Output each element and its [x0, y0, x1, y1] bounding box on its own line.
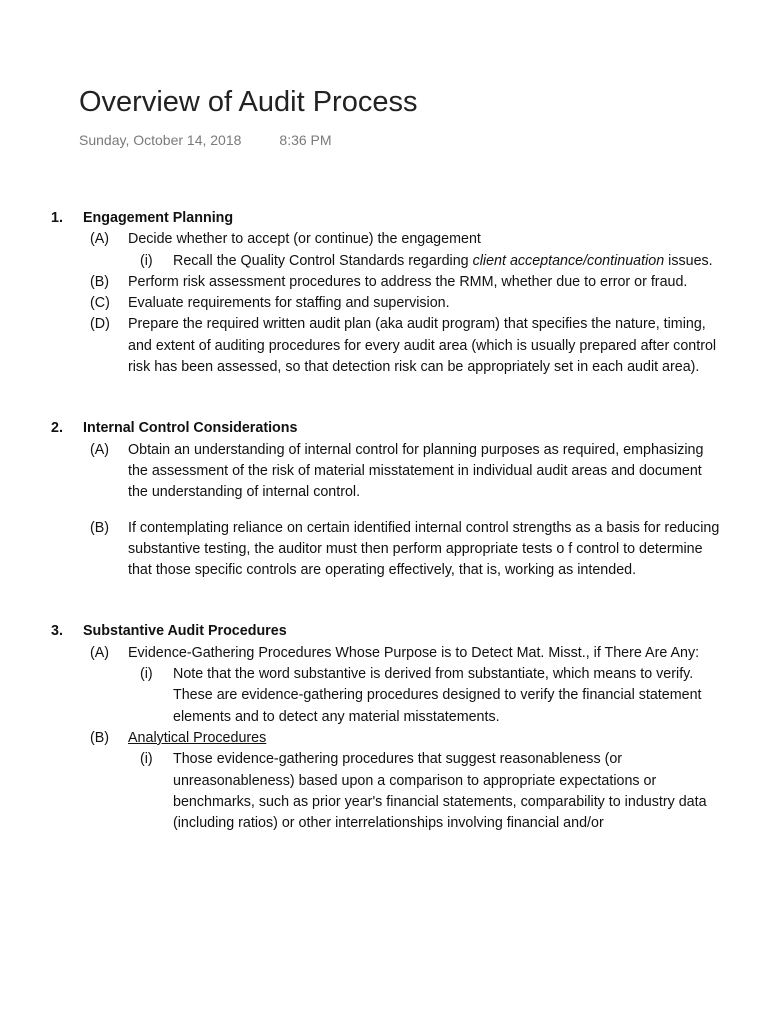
item-label: (A) [90, 644, 110, 661]
section-internal-control [0, 418, 768, 581]
item-label: (B) [90, 273, 110, 290]
section-spacer [0, 378, 768, 418]
item-text: Decide whether to accept (or continue) the engagement [128, 231, 481, 248]
list-item [0, 728, 768, 749]
item-label: (C) [90, 295, 110, 312]
section-substantive-procedures [0, 621, 768, 834]
section-title: Engagement Planning [83, 210, 234, 226]
sub-item-label: (i) [140, 751, 153, 768]
section-title: Substantive Audit Procedures [83, 623, 287, 640]
item-label: (B) [90, 729, 110, 746]
list-item [0, 643, 768, 664]
section-number: 1. [51, 210, 63, 226]
section-heading [0, 418, 768, 439]
sub-item [0, 251, 768, 272]
item-text: If contemplating reliance on certain identified internal control strengths as a basis for reducing substantive testing, the auditor must then perform appropriate tests o f control to determine that those specific controls are operating effectively, that is, working as intended. [128, 519, 720, 579]
list-item [0, 272, 768, 293]
list-item [0, 518, 768, 582]
item-label: (A) [90, 231, 110, 248]
section-title: Internal Control Considerations [83, 420, 298, 437]
section-engagement-planning [0, 208, 768, 378]
sub-item-text: Recall the Quality Control Standards regarding [173, 252, 473, 269]
list-item [0, 314, 768, 378]
item-label: (A) [90, 441, 110, 458]
sub-item-italic-text: client acceptance/continuation [472, 252, 665, 269]
sub-item-label: (i) [140, 666, 153, 683]
sub-item-label: (i) [140, 252, 153, 269]
item-text: Prepare the required written audit plan (aka audit program) that specifies the nature, timing, and extent of auditing procedures for every audit area (which is usually prepared after control risk has been assessed, so that detection risk can be appropriately set in each audit area). [128, 316, 717, 376]
list-item [0, 229, 768, 250]
section-number: 3. [51, 623, 63, 640]
sub-item-text-end: issues. [664, 252, 713, 269]
item-text: Obtain an understanding of internal control for planning purposes as required, emphasizing the assessment of the risk of material misstatement in individual audit areas and document the understanding of internal control. [128, 441, 704, 501]
document-body [0, 208, 768, 834]
item-label: (D) [90, 316, 110, 333]
page-time: 8:36 PM [279, 132, 332, 148]
sub-item-text: Note that the word substantive is derived from substantiate, which means to verify. These are evidence-gathering procedures designed to verify the financial statement elements and to detect any material misstatements. [173, 666, 702, 725]
page-date: Sunday, October 14, 2018 [79, 132, 242, 148]
item-text: Analytical Procedures [128, 729, 267, 746]
item-text: Evidence-Gathering Procedures Whose Purpose is to Detect Mat. Misst., if There Are Any: [128, 644, 700, 661]
list-item [0, 440, 768, 504]
section-heading [0, 208, 768, 229]
sub-item [0, 664, 768, 728]
page-timestamp [79, 132, 332, 148]
item-text: Perform risk assessment procedures to address the RMM, whether due to error or fraud. [128, 273, 688, 290]
sub-item [0, 749, 768, 834]
list-item [0, 293, 768, 314]
item-label: (B) [90, 519, 110, 536]
section-number: 2. [51, 420, 63, 437]
page-title: Overview of Audit Process [79, 86, 418, 118]
section-heading [0, 621, 768, 642]
section-spacer [0, 581, 768, 621]
item-text: Evaluate requirements for staffing and supervision. [128, 295, 450, 312]
sub-item-text: Those evidence-gathering procedures that suggest reasonableness (or unreasonableness) based upon a comparison to appropriate expectations or benchmarks, such as prior year's financial statements, comparability to industry data (including ratios) or other interrelationships involving financial and/or [173, 751, 707, 832]
item-spacer [0, 504, 768, 518]
